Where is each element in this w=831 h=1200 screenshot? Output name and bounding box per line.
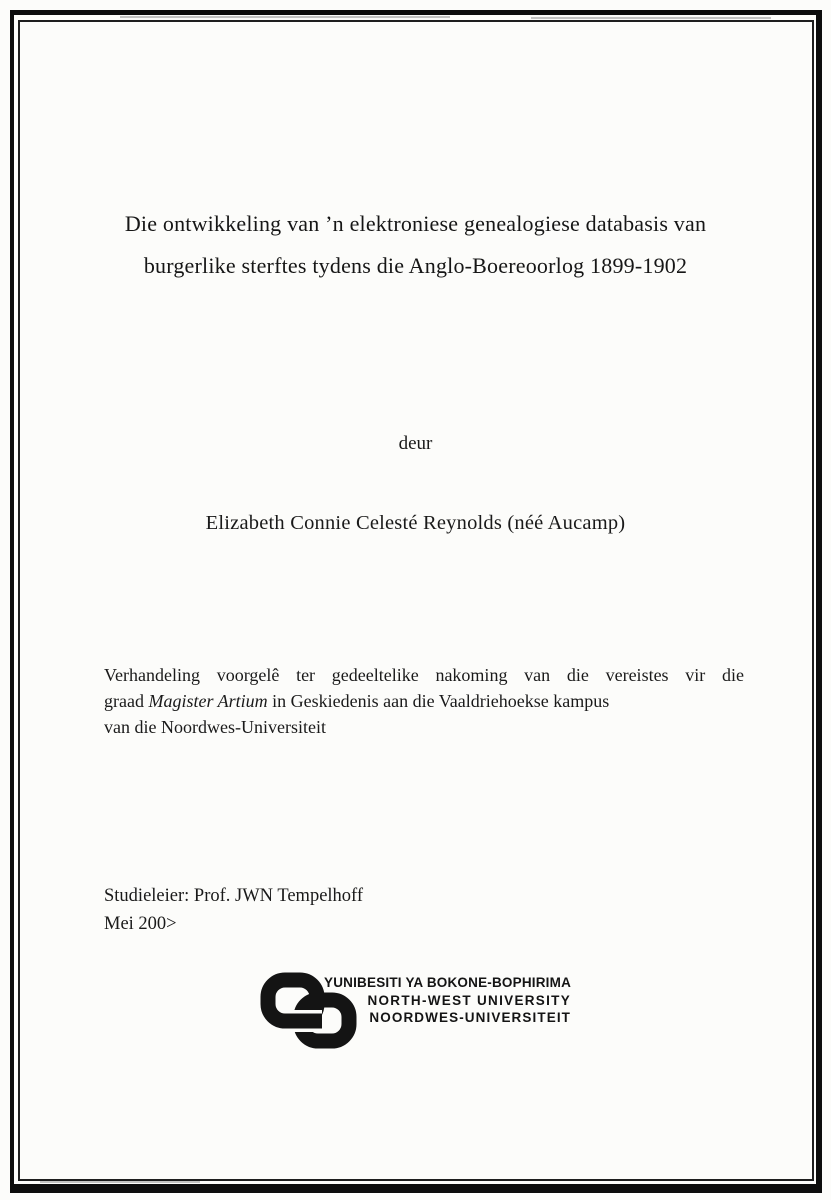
statement-line2-post: in Geskiedenis aan die Vaaldriehoekse kampus [267, 691, 610, 711]
university-logo [0, 972, 831, 1049]
statement-line2-pre: graad [104, 691, 149, 711]
statement-line2 [104, 688, 744, 714]
scan-smudge [40, 1181, 200, 1183]
statement-line1: Verhandeling voorgelê ter gedeeltelike nakoming van die vereistes vir die [104, 665, 744, 685]
degree-name-italic: Magister Artium [148, 691, 268, 711]
thesis-title-line2: burgerlike sterftes tydens die Anglo-Boereoorlog 1899-1902 [143, 253, 688, 278]
logo-text-line3: NOORDWES-UNIVERSITEIT [369, 1010, 572, 1025]
supervisor-block [104, 882, 363, 938]
byline: deur [398, 433, 433, 454]
date-line: Mei 200> [104, 914, 177, 934]
logo-text-line2: NORTH-WEST UNIVERSITY [367, 992, 572, 1008]
author-name: Elizabeth Connie Celesté Reynolds (néé Aucamp) [205, 512, 626, 534]
supervisor-line: Studieleier: Prof. JWN Tempelhoff [104, 886, 364, 906]
statement-line3: van die Noordwes-Universiteit [104, 717, 326, 737]
thesis-title [0, 203, 831, 287]
submission-statement [104, 662, 744, 740]
thesis-title-line1: Die ontwikkeling van ’n elektroniese genealogiese databasis van [124, 211, 707, 236]
university-logo-text [324, 974, 571, 1027]
logo-text-line1: YUNIBESITI YA BOKONE-BOPHIRIMA [323, 975, 572, 990]
scan-smudge [531, 17, 771, 19]
scan-smudge [120, 16, 450, 18]
